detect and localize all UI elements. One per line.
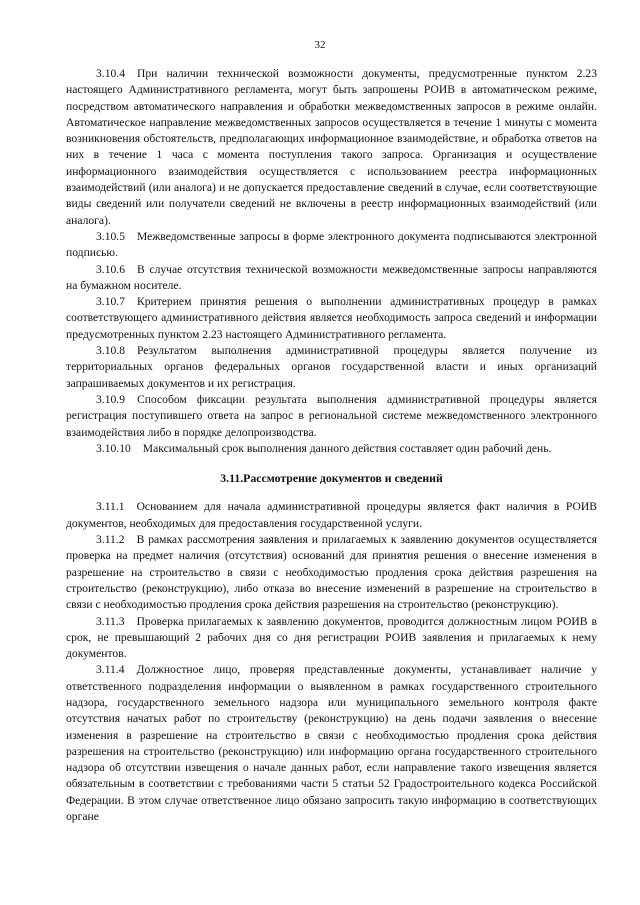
paragraph-text: Основанием для начала административной процедуры является факт наличия в РОИВ документов, необходимых для предоставления государственной услуги. <box>66 500 597 530</box>
paragraph-text: Способом фиксации результата выполнения административной процедуры является регистрация поступившего ответа на запрос в региональной системе межведомственного электронного взаимодействия либо в порядке делопроизводства. <box>66 392 597 439</box>
paragraph-number: 3.11.3 <box>96 614 125 628</box>
paragraph-number: 3.11.4 <box>96 663 125 677</box>
page-number: 32 <box>314 39 326 51</box>
section-heading: 3.11.Рассмотрение документов и сведений <box>220 471 443 486</box>
paragraph-3-11-1 <box>66 499 597 532</box>
paragraph-number: 3.10.8 <box>96 344 125 358</box>
paragraph-number: 3.10.5 <box>96 229 125 243</box>
paragraph-3-10-10 <box>66 441 597 457</box>
paragraph-3-11-2 <box>66 532 597 613</box>
paragraph-text: В случае отсутствия технической возможности межведомственные запросы направляются на бумажном носителе. <box>66 262 597 292</box>
paragraph-number: 3.11.2 <box>96 533 125 547</box>
paragraph-3-10-5 <box>66 229 597 262</box>
paragraph-text: При наличии технической возможности документы, предусмотренные пунктом 2.23 настоящего Административного регламента, могут быть запрошены РОИВ в автоматическом режиме, посредством автоматического направления и обработки межведомственных запросов в режиме онлайн. Автоматическое направление межведомственных запросов осуществляется в течение 1 минуты с момента возникновения обстоятельств, предполагающих информационное взаимодействие, и обработка ответов на них в течение 1 часа с момента поступления такого запроса. Организация и осуществление информационного взаимодействия осуществляется с использованием реестра информационных взаимодействий (или аналога) и не допускается предоставление сведений в случае, если соответствующие виды сведений или получатели сведений не включены в реестр информационных взаимодействий (или аналога). <box>66 67 597 227</box>
section-3-10-paragraphs <box>66 66 597 457</box>
paragraph-number: 3.11.1 <box>96 500 125 514</box>
paragraph-text: Межведомственные запросы в форме электронного документа подписываются электронной подписью. <box>66 229 597 260</box>
paragraph-text: Результатом выполнения административной процедуры является получение из территориальных органов федеральных органов государственной власти и иных организаций запрашиваемых документов и их регистрация. <box>66 344 597 390</box>
paragraph-3-11-3 <box>66 614 597 663</box>
paragraph-3-10-6 <box>66 262 597 295</box>
paragraph-number: 3.10.10 <box>96 441 131 455</box>
paragraph-text: В рамках рассмотрения заявления и прилагаемых к заявлению документов осуществляется проверка на предмет наличия (отсутствия) оснований для принятия решения о внесение изменения в разрешение на строительство в связи с необходимостью продления срока действия разрешения на строительство (реконструкцию), либо отказа во внесение изменений в разрешение на строительство в связи с необходимостью продления срока действия разрешения на строительство (реконструкцию). <box>66 533 597 612</box>
paragraph-text: Максимальный срок выполнения данного действия составляет один рабочий день. <box>142 441 552 455</box>
paragraph-3-10-9 <box>66 392 597 441</box>
paragraph-text: Критерием принятия решения о выполнении административных процедур в рамках соответствующего административного действия является необходимость запроса сведений и информации предусмотренных пунктом 2.23 настоящего Административного регламента. <box>66 295 597 341</box>
paragraph-3-11-4 <box>66 662 597 825</box>
paragraph-number: 3.10.4 <box>96 67 125 80</box>
paragraph-text: Должностное лицо, проверяя представленные документы, устанавливает наличие у ответственного подразделения информации о выявленном в рамках государственного строительного надзора, государственного земельного надзора или муниципального земельного контроля факте отсутствия начатых работ по строительству (реконструкцию) на день подачи заявления о внесение изменения в разрешение на строительство в связи с необходимостью продления срока действия разрешения на строительство (реконструкцию) или информацию органа государственного строительного надзора об отсутствии извещения о начале данных работ, если направление такого извещения является обязательным в соответствии с требованиями части 5 статьи 52 Градостроительного кодекса Российской Федерации. В этом случае ответственное лицо обязано запросить такую информацию в соответствующих органе <box>66 663 597 824</box>
paragraph-3-10-7 <box>66 294 597 343</box>
page-content <box>66 66 597 825</box>
paragraph-number: 3.10.7 <box>96 295 125 309</box>
paragraph-3-10-4 <box>66 66 597 229</box>
section-3-11-paragraphs <box>66 499 597 825</box>
paragraph-text: Проверка прилагаемых к заявлению документов, проводится должностным лицом РОИВ в срок, не превышающий 2 рабочих дня со дня регистрации РОИВ заявления и прилагаемых к нему документов. <box>66 614 597 661</box>
paragraph-number: 3.10.9 <box>96 392 125 406</box>
paragraph-3-10-8 <box>66 343 597 392</box>
paragraph-number: 3.10.6 <box>96 262 125 276</box>
